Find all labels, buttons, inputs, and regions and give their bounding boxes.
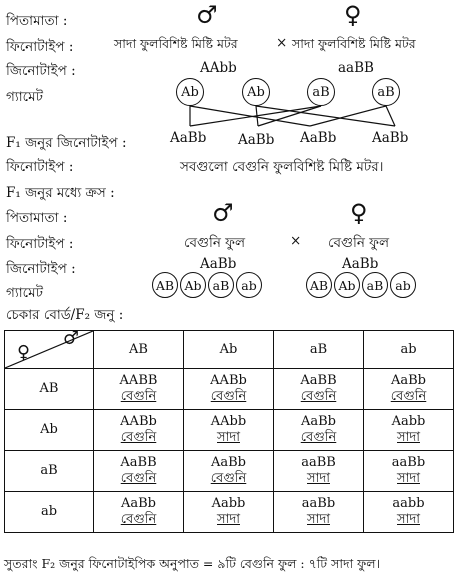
row-header: AB	[5, 369, 94, 410]
cell-genotype: AaBB	[120, 455, 157, 470]
row-header: ab	[5, 492, 94, 533]
table-cell	[274, 451, 364, 492]
table-cell	[274, 410, 364, 451]
f1-cross-heading: F₁ জনুর মধ্যে ক্রস :	[6, 185, 115, 201]
table-cell	[364, 451, 454, 492]
gamete-circle: aB	[372, 78, 400, 106]
cell-genotype: AAbb	[210, 414, 247, 429]
column-header: ab	[364, 331, 454, 369]
cross-symbol: ×	[276, 35, 288, 51]
table-cell	[364, 492, 454, 533]
p1-female-genotype: aaBB	[338, 60, 374, 76]
cell-phenotype: বেগুনি	[390, 389, 427, 404]
p1-male-genotype: AAbb	[200, 60, 237, 76]
parents-label: পিতামাতা :	[6, 13, 68, 29]
table-cell	[184, 369, 274, 410]
male-symbol-icon: ♂	[196, 1, 218, 29]
cross-symbol: ×	[290, 233, 302, 249]
cell-genotype: AaBb	[300, 414, 336, 429]
f1-genotype-label: F₁ জনুর জিনোটাইপ :	[6, 135, 127, 151]
cell-phenotype: সাদা	[217, 430, 240, 445]
corner-cell	[5, 328, 94, 369]
cell-phenotype: বেগুনি	[120, 430, 157, 445]
conclusion-text: সুতরাং F₂ জনুর ফিনোটাইপিক অনুপাত = ৯টি বেগুনি ফুল : ৭টি সাদা ফুল।	[4, 556, 381, 571]
cell-genotype: Aabb	[391, 414, 426, 429]
cell-genotype: AaBB	[300, 373, 337, 388]
p1-male-phenotype: সাদা ফুলবিশিষ্ট মিষ্টি মটর	[114, 36, 238, 51]
cell-phenotype: সাদা	[397, 471, 420, 486]
f1-offspring: AaBb	[170, 130, 207, 146]
cell-phenotype: বেগুনি	[120, 471, 157, 486]
p2-female-genotype: AaBb	[342, 256, 379, 272]
phenotype-label: ফিনোটাইপ :	[6, 39, 74, 55]
gamete-circle: ab	[390, 272, 416, 298]
cell-genotype: AaBb	[210, 455, 246, 470]
cell-genotype: AaBb	[390, 373, 426, 388]
p2-male-genotype: AaBb	[200, 256, 237, 272]
table-cell	[94, 410, 184, 451]
cell-genotype: AABb	[210, 373, 247, 388]
table-cell	[184, 451, 274, 492]
cell-phenotype: বেগুনি	[300, 389, 337, 404]
gamete-circle: AB	[306, 272, 332, 298]
table-cell	[274, 492, 364, 533]
table-cell	[364, 410, 454, 451]
punnett-table	[4, 330, 454, 533]
row-header: aB	[5, 451, 94, 492]
table-row	[5, 369, 454, 410]
cell-genotype: AaBb	[120, 496, 156, 511]
female-symbol-icon: ♀	[17, 342, 31, 363]
cell-genotype: AABB	[119, 373, 158, 388]
gamete-circle: Ab	[334, 272, 360, 298]
table-cell	[94, 451, 184, 492]
gamete-circle: Ab	[242, 78, 270, 106]
p1-female-phenotype: সাদা ফুলবিশিষ্ট মিষ্টি মটর	[292, 36, 416, 51]
cell-genotype: aaBb	[391, 455, 426, 470]
female-symbol-icon: ♀	[344, 1, 362, 29]
gamete-circle: aB	[362, 272, 388, 298]
cell-phenotype: সাদা	[217, 512, 240, 527]
phenotype-label: ফিনোটাইপ :	[6, 159, 74, 175]
row-header: Ab	[5, 410, 94, 451]
gamete-circle: AB	[152, 272, 178, 298]
f1-offspring: AaBb	[238, 132, 275, 148]
male-symbol-icon: ♂	[212, 199, 234, 227]
table-header-row	[5, 331, 454, 369]
cell-phenotype: বেগুনি	[210, 471, 247, 486]
cell-genotype: aaBb	[301, 496, 336, 511]
p2-male-phenotype: বেগুনি ফুল	[184, 235, 246, 251]
cell-phenotype: বেগুনি	[120, 512, 157, 527]
gamete-circle: aB	[208, 272, 234, 298]
table-cell	[184, 410, 274, 451]
p2-female-phenotype: বেগুনি ফুল	[328, 235, 390, 251]
cell-phenotype: বেগুনি	[120, 389, 157, 404]
cell-phenotype: সাদা	[397, 430, 420, 445]
table-cell	[94, 492, 184, 533]
cross-lines	[0, 0, 463, 140]
column-header: Ab	[184, 331, 274, 369]
female-symbol-icon: ♀	[350, 199, 368, 227]
gamete-circle: Ab	[180, 272, 206, 298]
table-row	[5, 492, 454, 533]
table-cell	[94, 369, 184, 410]
cell-phenotype: সাদা	[307, 512, 330, 527]
cell-phenotype: সাদা	[307, 471, 330, 486]
cell-phenotype: বেগুনি	[210, 389, 247, 404]
table-row	[5, 410, 454, 451]
gamete-circle: ab	[236, 272, 262, 298]
table-cell	[364, 369, 454, 410]
phenotype-label: ফিনোটাইপ :	[6, 236, 74, 252]
genotype-label: জিনোটাইপ :	[6, 63, 76, 79]
cell-phenotype: বেগুনি	[300, 430, 337, 445]
gamete-circle: aB	[307, 78, 335, 106]
gamete-label: গ্যামেট	[6, 285, 43, 301]
table-cell	[184, 492, 274, 533]
table-cell	[274, 369, 364, 410]
checker-heading: চেকার বোর্ড/F₂ জনু :	[6, 307, 124, 323]
male-symbol-icon: ♂	[62, 328, 79, 349]
table-row	[5, 451, 454, 492]
cell-genotype: Aabb	[211, 496, 246, 511]
column-header: AB	[94, 331, 184, 369]
cell-phenotype: সাদা	[397, 512, 420, 527]
gamete-label: গ্যামেট	[6, 89, 43, 105]
cell-genotype: aabb	[392, 496, 425, 511]
parents-label: পিতামাতা :	[6, 210, 68, 226]
f1-offspring: AaBb	[372, 130, 409, 146]
cell-genotype: aaBB	[301, 455, 336, 470]
column-header: aB	[274, 331, 364, 369]
genotype-label: জিনোটাইপ :	[6, 261, 76, 277]
f1-offspring: AaBb	[300, 130, 337, 146]
cell-genotype: AABb	[120, 414, 157, 429]
f1-phenotype: সবগুলো বেগুনি ফুলবিশিষ্ট মিষ্টি মটর।	[180, 159, 384, 175]
gamete-circle: Ab	[176, 78, 204, 106]
